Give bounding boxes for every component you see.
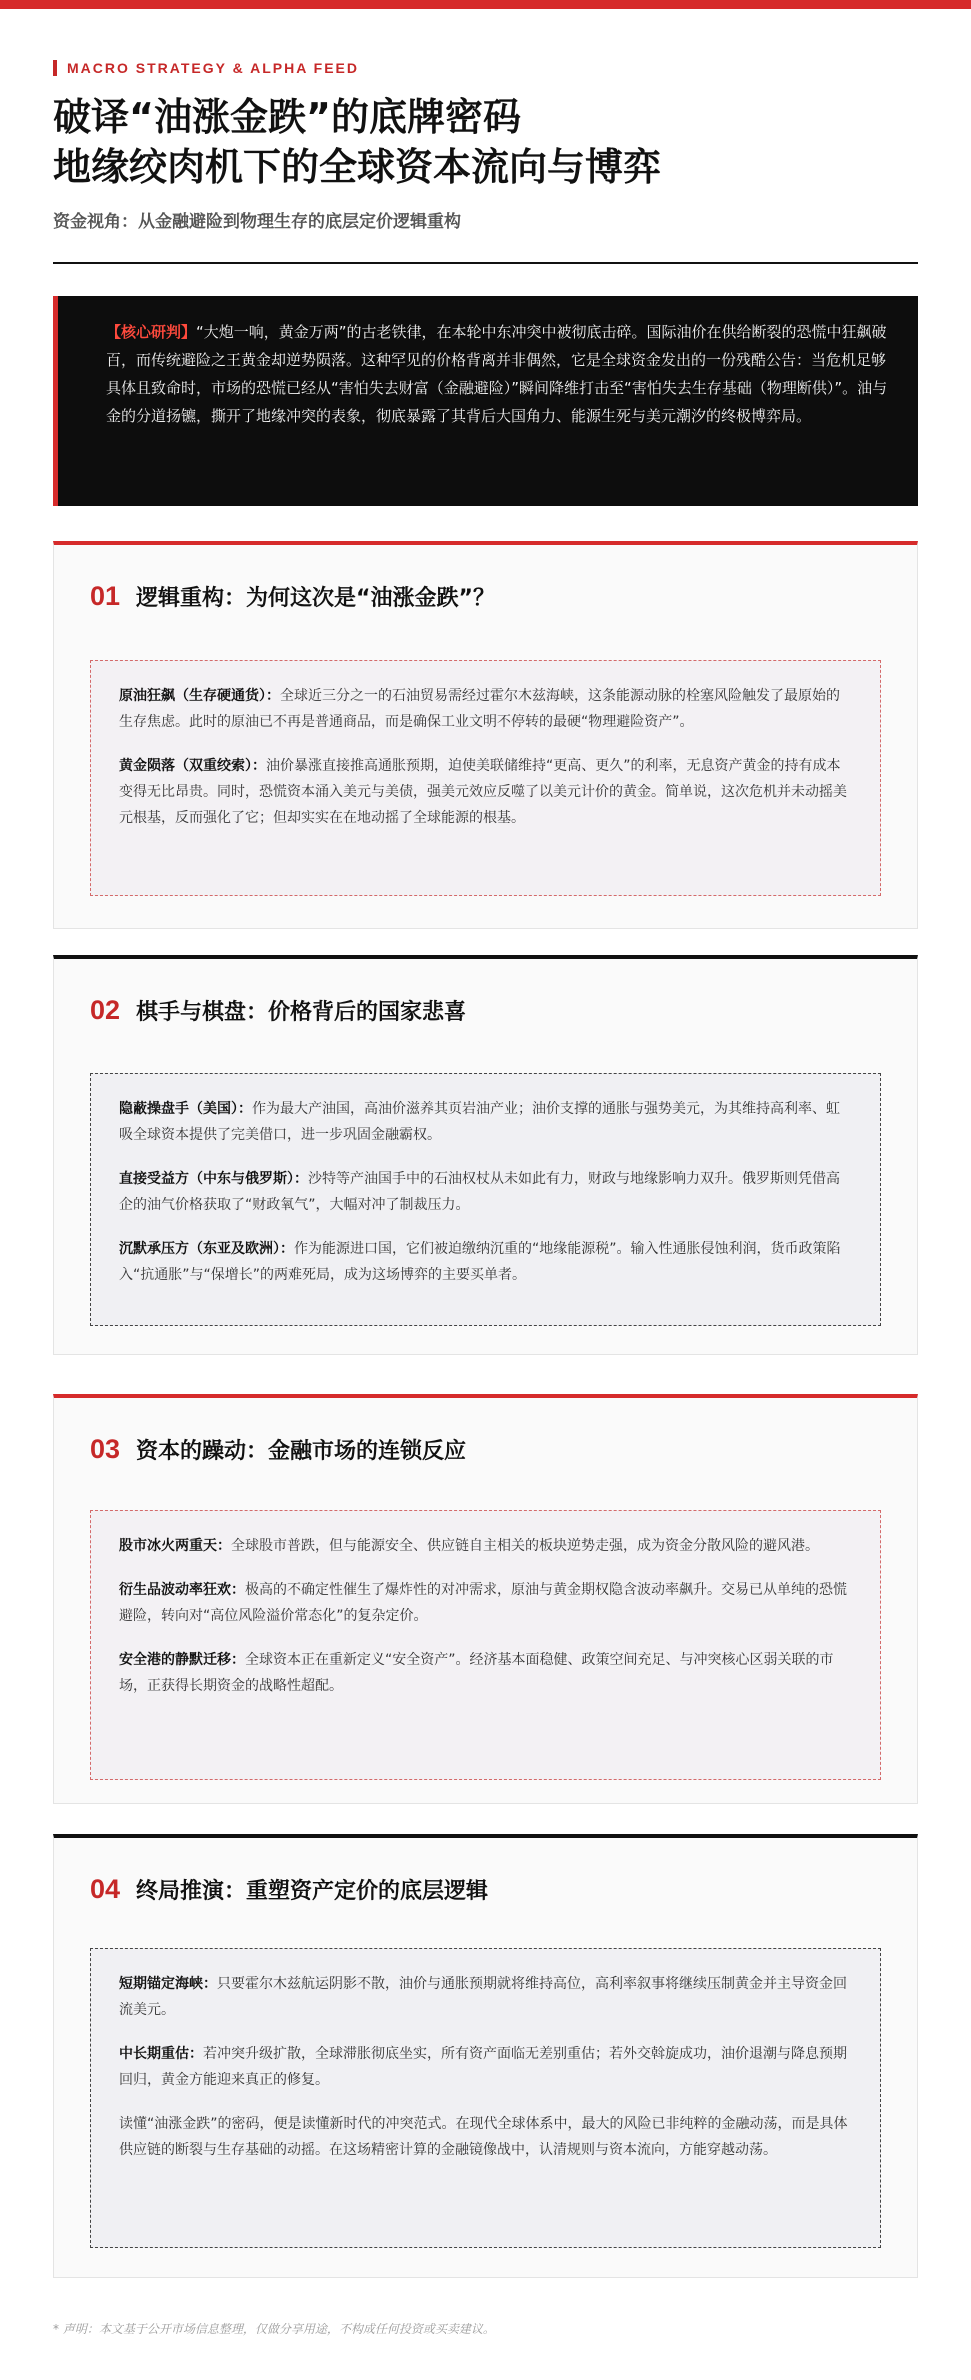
header-divider — [53, 262, 918, 264]
section-header — [90, 995, 466, 1026]
item-text: 若冲突升级扩散，全球滞胀彻底坐实，所有资产面临无差别重估；若外交斡旋成功，油价退潮与降息预期回归，黄金方能迎来真正的修复。 — [119, 2046, 847, 2088]
item-label: 直接受益方（中东与俄罗斯）： — [119, 1171, 308, 1187]
item-text: 沙特等产油国手中的石油权杖从未如此有力，财政与地缘影响力双升。俄罗斯则凭借高企的油气价格获取了“财政氧气”，大幅对冲了制裁压力。 — [119, 1171, 840, 1213]
section-title: 逻辑重构：为何这次是“油涨金跌”？ — [136, 586, 495, 611]
item-label: 沉默承压方（东亚及欧洲）： — [119, 1241, 294, 1257]
section-number: 03 — [90, 1434, 121, 1464]
list-item — [119, 1647, 852, 1699]
list-item — [119, 2041, 852, 2093]
section-number: 04 — [90, 1874, 121, 1904]
section-content-box — [90, 660, 881, 896]
section-title: 终局推演：重塑资产定价的底层逻辑 — [136, 1879, 489, 1904]
section-title: 棋手与棋盘：价格背后的国家悲喜 — [136, 1000, 467, 1025]
list-item — [119, 1533, 852, 1559]
kicker: MACRO STRATEGY & ALPHA FEED — [53, 60, 359, 76]
section-header — [90, 581, 495, 612]
closing-paragraph — [119, 2111, 852, 2163]
item-label: 隐蔽操盘手（美国）： — [119, 1101, 252, 1117]
section-number: 01 — [90, 581, 121, 611]
item-label: 衍生品波动率狂欢： — [119, 1582, 245, 1598]
section-content-box — [90, 1073, 881, 1326]
section-content-box — [90, 1948, 881, 2248]
item-text: 只要霍尔木兹航运阴影不散，油价与通胀预期就将维持高位，高利率叙事将继续压制黄金并主导资金回流美元。 — [119, 1976, 847, 2018]
list-item — [119, 753, 852, 831]
intro-lead: 【核心研判】 — [106, 323, 197, 341]
section-02 — [53, 955, 918, 1355]
list-item — [119, 1166, 852, 1218]
item-text: 全球资本正在重新定义“安全资产”。经济基本面稳健、政策空间充足、与冲突核心区弱关联的市场，正获得长期资金的战略性超配。 — [119, 1652, 834, 1694]
section-04 — [53, 1834, 918, 2278]
section-header — [90, 1874, 488, 1905]
list-item — [119, 1096, 852, 1148]
intro-text: “大炮一响，黄金万两”的古老铁律，在本轮中东冲突中被彻底击碎。国际油价在供给断裂的恐慌中狂飙破百，而传统避险之王黄金却逆势陨落。这种罕见的价格背离并非偶然，它是全球资金发出的一份残酷公告：当危机足够具体且致命时，市场的恐慌已经从“害怕失去财富（金融避险）”瞬间降维打击至“害怕失去生存基础（物理断供）”。油与金的分道扬镳，撕开了地缘冲突的表象，彻底暴露了其背后大国角力、能源生死与美元潮汐的终极博弈局。 — [106, 323, 888, 425]
list-item — [119, 1577, 852, 1629]
item-text: 全球股市普跌，但与能源安全、供应链自主相关的板块逆势走强，成为资金分散风险的避风港。 — [231, 1538, 819, 1554]
list-item — [119, 683, 852, 735]
section-content-box — [90, 1510, 881, 1780]
section-title: 资本的躁动：金融市场的连锁反应 — [136, 1439, 467, 1464]
item-text: 极高的不确定性催生了爆炸性的对冲需求，原油与黄金期权隐含波动率飙升。交易已从单纯的恐慌避险，转向对“高位风险溢价常态化”的复杂定价。 — [119, 1582, 847, 1624]
item-text: 作为能源进口国，它们被迫缴纳沉重的“地缘能源税”。输入性通胀侵蚀利润，货币政策陷入“抗通胀”与“保增长”的两难死局，成为这场博弈的主要买单者。 — [119, 1241, 841, 1283]
disclaimer: * 声明：本文基于公开市场信息整理，仅做分享用途，不构成任何投资或买卖建议。 — [53, 2322, 495, 2336]
section-03 — [53, 1394, 918, 1804]
item-label: 中长期重估： — [119, 2046, 203, 2062]
intro-panel — [53, 296, 918, 506]
item-label: 黄金陨落（双重绞索）： — [119, 758, 266, 774]
title-line-2: 地缘绞肉机下的全球资本流向与博弈 — [53, 145, 662, 189]
page-subtitle: 资金视角：从金融避险到物理生存的底层定价逻辑重构 — [53, 212, 461, 232]
item-text: 作为最大产油国，高油价滋养其页岩油产业；油价支撑的通胀与强势美元，为其维持高利率、虹吸全球资本提供了完美借口，进一步巩固金融霸权。 — [119, 1101, 840, 1143]
section-01 — [53, 541, 918, 929]
item-label: 安全港的静默迁移： — [119, 1652, 245, 1668]
title-line-1: 破译“油涨金跌”的底牌密码 — [53, 95, 521, 139]
page-title — [53, 92, 933, 192]
item-label: 短期锚定海峡： — [119, 1976, 217, 1992]
list-item — [119, 1971, 852, 2023]
item-label: 原油狂飙（生存硬通货）： — [119, 688, 280, 704]
item-text: 读懂“油涨金跌”的密码，便是读懂新时代的冲突范式。在现代全球体系中，最大的风险已非纯粹的金融动荡，而是具体供应链的断裂与生存基础的动摇。在这场精密计算的金融镜像战中，认清规则与资本流向，方能穿越动荡。 — [119, 2116, 848, 2158]
item-label: 股市冰火两重天： — [119, 1538, 231, 1554]
item-text: 全球近三分之一的石油贸易需经过霍尔木兹海峡，这条能源动脉的栓塞风险触发了最原始的生存焦虑。此时的原油已不再是普通商品，而是确保工业文明不停转的最硬“物理避险资产”。 — [119, 688, 840, 730]
section-number: 02 — [90, 995, 121, 1025]
section-header — [90, 1434, 466, 1465]
top-accent-bar — [0, 0, 971, 9]
list-item — [119, 1236, 852, 1288]
item-text: 油价暴涨直接推高通胀预期，迫使美联储维持“更高、更久”的利率，无息资产黄金的持有成本变得无比昂贵。同时，恐慌资本涌入美元与美债，强美元效应反噬了以美元计价的黄金。简单说，这次危机并未动摇美元根基，反而强化了它；但却实实在在地动摇了全球能源的根基。 — [119, 758, 847, 826]
